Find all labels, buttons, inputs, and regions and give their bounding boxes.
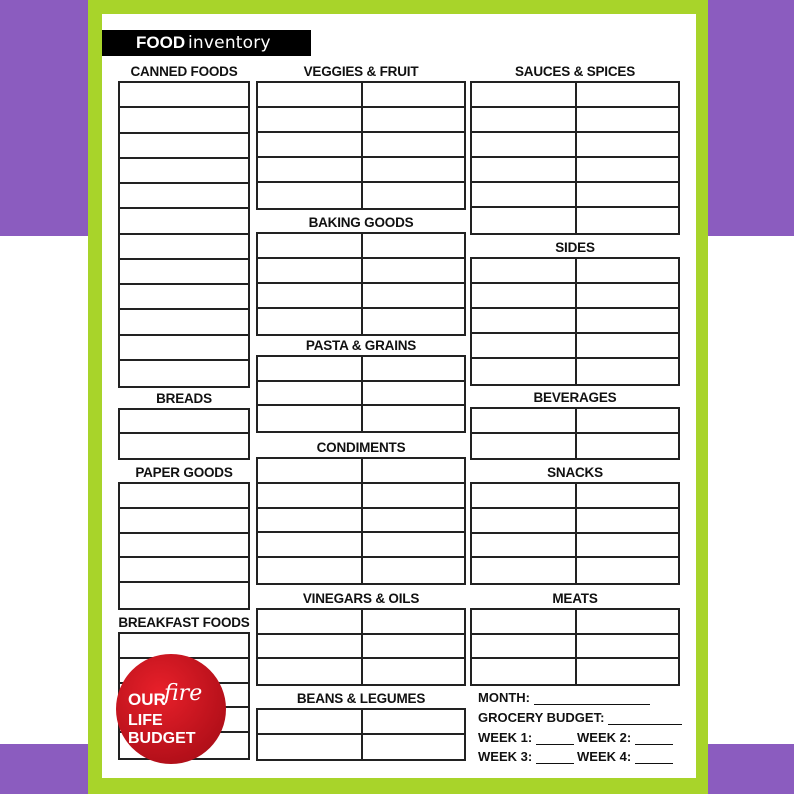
sides-grid xyxy=(470,257,680,386)
inventory-row[interactable] xyxy=(472,108,678,133)
inventory-row[interactable] xyxy=(120,159,248,184)
inventory-row[interactable] xyxy=(472,359,678,384)
pasta-grains-grid xyxy=(256,355,466,433)
week4-line xyxy=(577,749,673,764)
inventory-row[interactable] xyxy=(120,285,248,310)
column-divider xyxy=(575,334,577,357)
inventory-row[interactable] xyxy=(120,134,248,159)
inventory-row[interactable] xyxy=(258,533,464,558)
beans-legumes-grid xyxy=(256,708,466,761)
breads-grid xyxy=(118,408,250,460)
week1-line xyxy=(478,730,574,745)
week1-field[interactable] xyxy=(536,744,574,745)
inventory-row[interactable] xyxy=(120,361,248,386)
column-divider xyxy=(361,158,363,181)
column-divider xyxy=(575,208,577,233)
inventory-row[interactable] xyxy=(472,659,678,684)
meats-grid xyxy=(470,608,680,686)
beverages-grid xyxy=(470,407,680,460)
column-divider xyxy=(575,359,577,384)
inventory-row[interactable] xyxy=(258,83,464,108)
inventory-row[interactable] xyxy=(258,558,464,583)
column-divider xyxy=(575,635,577,658)
week4-field[interactable] xyxy=(635,763,673,764)
column-divider xyxy=(575,83,577,106)
inventory-row[interactable] xyxy=(472,484,678,509)
column-divider xyxy=(361,406,363,431)
inventory-row[interactable] xyxy=(472,534,678,559)
inventory-row[interactable] xyxy=(120,484,248,509)
inventory-row[interactable] xyxy=(258,284,464,309)
page-title xyxy=(102,30,311,56)
grocery-budget-line xyxy=(478,710,682,725)
inventory-row[interactable] xyxy=(472,309,678,334)
column-divider xyxy=(361,710,363,733)
inventory-row[interactable] xyxy=(120,108,248,133)
column-divider xyxy=(575,309,577,332)
inventory-row[interactable] xyxy=(258,610,464,635)
grocery-budget-field[interactable] xyxy=(608,724,682,725)
column-divider xyxy=(361,284,363,307)
inventory-row[interactable] xyxy=(258,259,464,284)
section-title: CONDIMENTS xyxy=(316,440,406,455)
column-divider xyxy=(361,357,363,380)
week2-label: WEEK 2: xyxy=(577,730,632,745)
month-field[interactable] xyxy=(534,704,650,705)
inventory-row[interactable] xyxy=(258,234,464,259)
inventory-row[interactable] xyxy=(472,558,678,583)
column-divider xyxy=(361,309,363,334)
inventory-row[interactable] xyxy=(472,183,678,208)
inventory-row[interactable] xyxy=(258,183,464,208)
column-divider xyxy=(361,83,363,106)
column-divider xyxy=(361,459,363,482)
inventory-row[interactable] xyxy=(120,83,248,108)
inventory-row[interactable] xyxy=(258,108,464,133)
column-divider xyxy=(361,558,363,583)
inventory-row[interactable] xyxy=(120,260,248,285)
inventory-row[interactable] xyxy=(472,610,678,635)
inventory-row[interactable] xyxy=(120,558,248,583)
column-divider xyxy=(575,183,577,206)
week2-field[interactable] xyxy=(635,744,673,745)
column-divider xyxy=(575,659,577,684)
column-divider xyxy=(575,284,577,307)
section-title: VINEGARS & OILS xyxy=(302,591,420,606)
column-divider xyxy=(361,382,363,405)
inventory-row[interactable] xyxy=(120,209,248,234)
canned-foods-grid xyxy=(118,81,250,388)
inventory-row[interactable] xyxy=(472,259,678,284)
column-divider xyxy=(361,108,363,131)
inventory-row[interactable] xyxy=(472,284,678,309)
inventory-row[interactable] xyxy=(258,659,464,684)
inventory-row[interactable] xyxy=(258,735,464,760)
veggies-fruit-grid xyxy=(256,81,466,210)
month-label: MONTH: xyxy=(478,690,530,705)
section-title: VEGGIES & FRUIT xyxy=(303,64,419,79)
inventory-row[interactable] xyxy=(120,534,248,559)
inventory-row[interactable] xyxy=(120,184,248,209)
inventory-row[interactable] xyxy=(120,410,248,434)
column-divider xyxy=(575,158,577,181)
week3-line xyxy=(478,749,574,764)
column-divider xyxy=(575,259,577,282)
week1-label: WEEK 1: xyxy=(478,730,533,745)
column-divider xyxy=(361,659,363,684)
column-divider xyxy=(575,484,577,507)
logo-text-life-budget: LIFE BUDGET xyxy=(128,712,196,747)
section-title: BEVERAGES xyxy=(533,390,617,405)
section-title: BEANS & LEGUMES xyxy=(296,691,426,706)
inventory-row[interactable] xyxy=(120,310,248,335)
column-divider xyxy=(575,108,577,131)
vinegars-oils-grid xyxy=(256,608,466,686)
column-divider xyxy=(361,635,363,658)
condiments-grid xyxy=(256,457,466,585)
column-divider xyxy=(361,533,363,556)
week4-label: WEEK 4: xyxy=(577,749,632,764)
inventory-row[interactable] xyxy=(472,208,678,233)
inventory-row[interactable] xyxy=(258,357,464,382)
column-divider xyxy=(361,509,363,532)
inventory-row[interactable] xyxy=(472,334,678,359)
inventory-row[interactable] xyxy=(120,434,248,458)
column-divider xyxy=(575,610,577,633)
column-divider xyxy=(575,509,577,532)
inventory-row[interactable] xyxy=(472,434,678,459)
column-divider xyxy=(361,735,363,760)
paper-goods-grid xyxy=(118,482,250,610)
week2-line xyxy=(577,730,673,745)
snacks-grid xyxy=(470,482,680,585)
section-title: SAUCES & SPICES xyxy=(514,64,636,79)
inventory-row[interactable] xyxy=(258,710,464,735)
column-divider xyxy=(575,558,577,583)
week3-field[interactable] xyxy=(536,763,574,764)
sauces-spices-grid xyxy=(470,81,680,235)
inventory-row[interactable] xyxy=(120,509,248,534)
inventory-row[interactable] xyxy=(258,635,464,660)
inventory-sheet xyxy=(102,14,696,778)
column-divider xyxy=(575,409,577,432)
column-divider xyxy=(575,434,577,459)
inventory-row[interactable] xyxy=(258,309,464,334)
column-divider xyxy=(361,133,363,156)
inventory-row[interactable] xyxy=(472,133,678,158)
section-title: BREAKFAST FOODS xyxy=(118,615,250,630)
inventory-row[interactable] xyxy=(120,583,248,608)
inventory-row[interactable] xyxy=(120,235,248,260)
column-divider xyxy=(575,133,577,156)
inventory-row[interactable] xyxy=(258,484,464,509)
section-title: SNACKS xyxy=(547,465,603,480)
column-divider xyxy=(361,183,363,208)
inventory-row[interactable] xyxy=(472,83,678,108)
section-title: SIDES xyxy=(555,240,595,255)
inventory-row[interactable] xyxy=(472,409,678,434)
logo-text-fire: fire xyxy=(164,681,203,706)
inventory-row[interactable] xyxy=(258,406,464,431)
grocery-budget-label: GROCERY BUDGET: xyxy=(478,710,605,725)
our-fire-life-budget-logo xyxy=(116,654,226,764)
inventory-row[interactable] xyxy=(258,509,464,534)
section-title: BAKING GOODS xyxy=(308,215,414,230)
month-line xyxy=(478,690,650,705)
column-divider xyxy=(575,534,577,557)
title-light: inventory xyxy=(188,33,271,53)
column-divider xyxy=(361,234,363,257)
section-title: BREADS xyxy=(156,391,212,406)
logo-text-our: OUR xyxy=(128,690,166,709)
inventory-row[interactable] xyxy=(472,635,678,660)
section-title: PASTA & GRAINS xyxy=(305,338,417,353)
section-title: CANNED FOODS xyxy=(130,64,238,79)
section-title: MEATS xyxy=(552,591,598,606)
inventory-row[interactable] xyxy=(472,509,678,534)
inventory-row[interactable] xyxy=(258,158,464,183)
column-divider xyxy=(361,484,363,507)
inventory-row[interactable] xyxy=(258,133,464,158)
inventory-row[interactable] xyxy=(120,336,248,361)
column-divider xyxy=(361,259,363,282)
inventory-row[interactable] xyxy=(258,382,464,407)
inventory-row[interactable] xyxy=(258,459,464,484)
baking-goods-grid xyxy=(256,232,466,336)
title-bold: FOOD xyxy=(136,33,186,52)
week3-label: WEEK 3: xyxy=(478,749,533,764)
inventory-row[interactable] xyxy=(472,158,678,183)
column-divider xyxy=(361,610,363,633)
section-title: PAPER GOODS xyxy=(135,465,233,480)
